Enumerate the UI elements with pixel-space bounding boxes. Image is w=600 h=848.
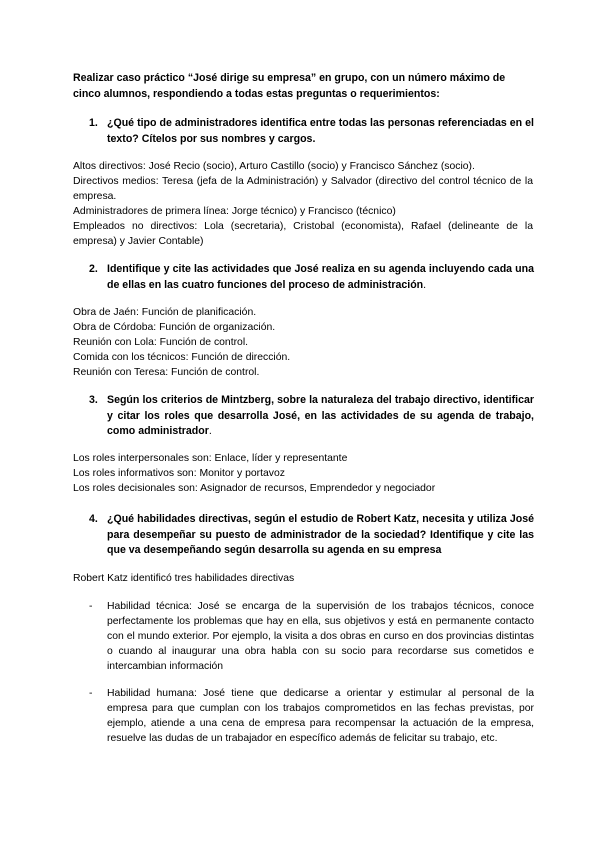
bullet-technical-skill [89, 599, 534, 674]
question-number: 2. [89, 263, 98, 275]
bullet-dash: - [89, 688, 93, 699]
answer-line: Administradores de primera línea: Jorge técnico) y Francisco (técnico) [73, 206, 396, 218]
question-4 [89, 512, 534, 559]
question-text: ¿Qué habilidades directivas, según el estudio de Robert Katz, necesita y utiliza José para desempeñar su puesto de administrador de la sociedad? Identifique y cite las que va desempeñando según desarrolla su agenda en su empresa [107, 513, 534, 556]
question-2 [89, 262, 534, 293]
answer-line: Comida con los técnicos: Función de dirección. [73, 352, 291, 364]
answer-line: Empleados no directivos: Lola (secretaria), Cristobal (economista), Rafael (delineante de la empresa) y Javier Contable) [73, 221, 533, 248]
answer-line: Directivos medios: Teresa (jefa de la Administración) y Salvador (directivo del control técnico de la empresa. [73, 176, 533, 203]
question-text: ¿Qué tipo de administradores identifica entre todas las personas referenciadas en el texto? Cítelos por sus nombres y cargos. [107, 117, 534, 145]
answer-3 [73, 451, 533, 496]
answer-line: Los roles interpersonales son: Enlace, líder y representante [73, 453, 348, 464]
question-number: 1. [89, 117, 98, 129]
question-text: Identifique y cite las actividades que José realiza en su agenda incluyendo cada una de ellas en las cuatro funciones del proceso de administración. [107, 263, 534, 291]
bullet-text: Habilidad humana: José tiene que dedicarse a orientar y estimular al personal de la empresa para que cumplan con los trabajos comprometidos en las fechas previstas, por ejemplo, atiende a una cena de empresa para recompensar la actuación de la empresa, resuelve las dudas de un trabajador en específico además de felicitar su trabajo, etc. [107, 688, 534, 745]
answer-line: Robert Katz identificó tres habilidades directivas [73, 573, 295, 584]
question-number: 4. [89, 513, 98, 525]
answer-line: Los roles informativos son: Monitor y portavoz [73, 468, 285, 480]
answer-line: Altos directivos: José Recio (socio), Arturo Castillo (socio) y Francisco Sánchez (socio). [73, 161, 475, 172]
question-text: Según los criterios de Mintzberg, sobre la naturaleza del trabajo directivo, identificar y citar los roles que desarrolla José, en las actividades de su agenda de trabajo, como administrador. [107, 394, 534, 437]
answer-1 [73, 159, 533, 250]
answer-2 [73, 305, 533, 380]
answer-line: Obra de Jaén: Función de planificación. [73, 307, 257, 318]
bullet-human-skill [89, 686, 534, 746]
answer-line: Reunión con Lola: Función de control. [73, 337, 249, 349]
bullet-dash: - [89, 601, 93, 612]
assignment-instructions: Realizar caso práctico “José dirige su empresa” en grupo, con un número máximo de cinco alumnos, respondiendo a todas estas preguntas o requerimientos: [73, 72, 506, 100]
answer-4 [73, 571, 533, 586]
answer-line: Obra de Córdoba: Función de organización. [73, 322, 276, 334]
question-number: 3. [89, 394, 98, 406]
answer-line: Reunión con Teresa: Función de control. [73, 367, 260, 379]
question-1 [89, 116, 534, 147]
question-3 [89, 393, 534, 440]
answer-line: Los roles decisionales son: Asignador de recursos, Emprendedor y negociador [73, 483, 436, 495]
bullet-text: Habilidad técnica: José se encarga de la supervisión de los trabajos técnicos, conoce perfectamente los problemas que hay en ella, sus objetivos y está en permanente contacto con el mundo exterior. Por ejemplo, la visita a dos obras en curso en dos provincias distintas o cuando al inaugurar una obra habla con su socio para recordarse sus cometidos e intercambian información [107, 601, 534, 673]
